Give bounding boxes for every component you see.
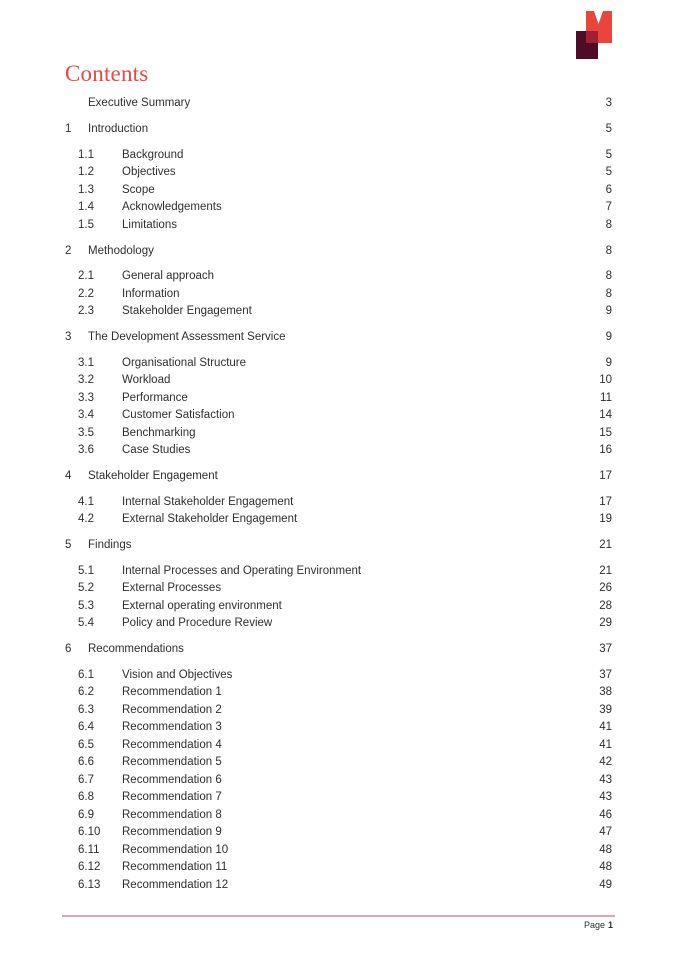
toc-entry-number: 6.1 xyxy=(78,668,94,681)
toc-entry-page: 49 xyxy=(599,878,612,891)
toc-entry-number: 1.5 xyxy=(78,218,94,231)
toc-entry-page: 5 xyxy=(605,148,612,161)
toc-entry-number: 4 xyxy=(65,470,72,483)
toc-entry-title: Limitations xyxy=(122,218,177,231)
toc-entry-page: 11 xyxy=(600,391,612,404)
footer-rule xyxy=(62,915,615,917)
toc-entry-number: 6.2 xyxy=(78,686,94,699)
toc-entry-number: 6 xyxy=(65,643,72,656)
toc-entry[interactable] xyxy=(65,354,612,372)
toc-entry[interactable] xyxy=(65,442,612,460)
toc-entry[interactable] xyxy=(65,701,612,719)
toc-entry-title: Stakeholder Engagement xyxy=(88,470,218,483)
toc-entry[interactable] xyxy=(65,684,612,702)
toc-entry-number: 3.5 xyxy=(78,426,94,439)
toc-entry-title: Workload xyxy=(122,374,171,387)
page-footer-number: 1 xyxy=(607,920,613,930)
toc-entry-number: 6.3 xyxy=(78,703,94,716)
logo-overlap-square xyxy=(586,31,598,43)
brand-logo xyxy=(576,11,612,59)
toc-entry[interactable] xyxy=(65,199,612,217)
toc-entry-title: Background xyxy=(122,148,184,161)
toc-entry[interactable] xyxy=(65,511,612,529)
toc-entry-number: 2.1 xyxy=(78,270,94,283)
toc-entry-number: 5.3 xyxy=(78,599,94,612)
toc-entry-number: 1.2 xyxy=(78,166,94,179)
toc-entry-title: The Development Assessment Service xyxy=(88,331,286,344)
toc-entry-page: 48 xyxy=(599,843,612,856)
toc-entry[interactable] xyxy=(65,164,612,182)
toc-entry[interactable] xyxy=(65,146,612,164)
toc-entry-number: 6.11 xyxy=(78,843,100,856)
toc-entry-title: Executive Summary xyxy=(88,97,191,110)
toc-entry-title: Recommendation 5 xyxy=(122,756,222,769)
toc-entry[interactable] xyxy=(65,771,612,789)
toc-entry-page: 17 xyxy=(599,495,612,508)
toc-entry[interactable] xyxy=(65,424,612,442)
toc-entry-title: Benchmarking xyxy=(122,426,196,439)
toc-entry-title: External Stakeholder Engagement xyxy=(122,513,298,526)
toc-entry-number: 2.2 xyxy=(78,287,94,300)
toc-entry-page: 28 xyxy=(599,599,612,612)
toc-entry-number: 4.2 xyxy=(78,513,94,526)
toc-entry-number: 6.5 xyxy=(78,738,94,751)
toc-entry-page: 37 xyxy=(599,668,612,681)
toc-entry-page: 17 xyxy=(599,470,612,483)
toc-entry[interactable] xyxy=(65,562,612,580)
toc-entry-number: 6.13 xyxy=(78,878,101,891)
toc-entry-number: 2 xyxy=(65,244,72,257)
toc-entry-title: Acknowledgements xyxy=(122,201,222,214)
toc-list xyxy=(65,95,612,894)
toc-entry[interactable] xyxy=(65,407,612,425)
toc-entry-title: Recommendation 8 xyxy=(122,808,222,821)
toc-entry-number: 3.3 xyxy=(78,391,94,404)
toc-entry-number: 5.2 xyxy=(78,582,94,595)
toc-entry-title: Information xyxy=(122,287,180,300)
toc-entry-number: 1.3 xyxy=(78,183,94,196)
toc-entry[interactable] xyxy=(65,859,612,877)
toc-entry-page: 9 xyxy=(605,356,612,369)
toc-entry-page: 19 xyxy=(599,513,612,526)
toc-entry-title: General approach xyxy=(122,270,215,283)
toc-entry-page: 14 xyxy=(599,409,612,422)
toc-entry-page: 39 xyxy=(599,703,612,716)
toc-entry-page: 46 xyxy=(599,808,612,821)
toc-entry-title: Customer Satisfaction xyxy=(122,409,235,422)
toc-entry-number: 3.4 xyxy=(78,409,94,422)
toc-entry[interactable] xyxy=(65,641,612,659)
toc-entry[interactable] xyxy=(65,121,612,139)
toc-entry-number: 3.6 xyxy=(78,444,94,457)
toc-entry-title: Stakeholder Engagement xyxy=(122,305,252,318)
toc-entry[interactable] xyxy=(65,597,612,615)
toc-entry-page: 26 xyxy=(599,582,612,595)
toc-entry[interactable] xyxy=(65,824,612,842)
toc-entry-number: 6.9 xyxy=(78,808,94,821)
toc-entry[interactable] xyxy=(65,806,612,824)
toc-entry[interactable] xyxy=(65,754,612,772)
toc-entry-title: Policy and Procedure Review xyxy=(122,617,273,630)
toc-entry-title: Recommendation 2 xyxy=(122,703,222,716)
toc-entry[interactable] xyxy=(65,268,612,286)
toc-entry-number: 6.12 xyxy=(78,861,101,874)
toc-entry-number: 6.6 xyxy=(78,756,94,769)
toc-entry[interactable] xyxy=(65,580,612,598)
toc-entry-page: 21 xyxy=(599,539,612,552)
toc-entry-number: 6.7 xyxy=(78,773,94,786)
toc-entry-page: 6 xyxy=(605,183,612,196)
toc-entry-page: 41 xyxy=(599,721,612,734)
toc-entry[interactable] xyxy=(65,303,612,321)
toc-entry-title: Recommendation 4 xyxy=(122,738,222,751)
toc-entry-number: 3.1 xyxy=(78,356,94,369)
toc-entry-page: 15 xyxy=(599,426,612,439)
toc-entry-number: 5 xyxy=(65,539,72,552)
toc-entry-title: Recommendation 12 xyxy=(122,878,229,891)
toc-entry[interactable] xyxy=(65,95,612,113)
toc-entry-number: 1.1 xyxy=(78,148,94,161)
toc-entry-title: External Processes xyxy=(122,582,222,595)
toc-entry[interactable] xyxy=(65,537,612,555)
toc-entry[interactable] xyxy=(65,719,612,737)
toc-entry[interactable] xyxy=(65,736,612,754)
toc-entry-title: Recommendation 7 xyxy=(122,791,222,804)
toc-entry-page: 8 xyxy=(605,218,612,231)
toc-entry-title: Methodology xyxy=(88,244,154,257)
toc-entry-number: 6.10 xyxy=(78,826,101,839)
toc-entry-number: 1.4 xyxy=(78,201,94,214)
toc-entry-title: External operating environment xyxy=(122,599,282,612)
toc-entry-page: 41 xyxy=(599,738,612,751)
toc-entry-number: 3 xyxy=(65,331,72,344)
toc-entry-title: Case Studies xyxy=(122,444,191,457)
toc-entry-page: 8 xyxy=(605,244,612,257)
toc-entry-title: Recommendation 1 xyxy=(122,686,222,699)
toc-entry-title: Recommendation 3 xyxy=(122,721,222,734)
toc-entry-page: 5 xyxy=(605,166,612,179)
toc-entry-title: Recommendation 10 xyxy=(122,843,229,856)
toc-entry-number: 5.4 xyxy=(78,617,94,630)
toc-entry-number: 4.1 xyxy=(78,495,94,508)
contents-heading: Contents xyxy=(65,61,149,86)
toc-entry-page: 48 xyxy=(599,861,612,874)
toc-entry-title: Recommendation 11 xyxy=(122,861,228,874)
toc-entry-title: Internal Stakeholder Engagement xyxy=(122,495,294,508)
toc-entry[interactable] xyxy=(65,841,612,859)
toc-entry-number: 5.1 xyxy=(78,564,94,577)
toc-entry-number: 1 xyxy=(65,123,72,136)
toc-entry-page: 8 xyxy=(605,270,612,283)
toc-entry-page: 38 xyxy=(599,686,612,699)
toc-entry-title: Performance xyxy=(122,391,188,404)
toc-entry-number: 2.3 xyxy=(78,305,94,318)
toc-entry[interactable] xyxy=(65,389,612,407)
toc-entry-number: 6.8 xyxy=(78,791,94,804)
toc-entry-page: 16 xyxy=(599,444,612,457)
toc-entry-title: Objectives xyxy=(122,166,176,179)
toc-entry[interactable] xyxy=(65,789,612,807)
toc-entry-page: 7 xyxy=(605,201,612,214)
toc-entry-title: Recommendations xyxy=(88,643,184,656)
toc-entry-title: Organisational Structure xyxy=(122,356,247,369)
toc-entry[interactable] xyxy=(65,181,612,199)
toc-entry-title: Introduction xyxy=(88,123,149,136)
toc-entry[interactable] xyxy=(65,615,612,633)
toc-entry-page: 37 xyxy=(599,643,612,656)
page-footer xyxy=(584,920,613,930)
toc-entry-title: Internal Processes and Operating Environment xyxy=(122,564,362,577)
page-footer-label: Page xyxy=(583,920,605,930)
toc-entry[interactable] xyxy=(65,242,612,260)
toc-entry[interactable] xyxy=(65,666,612,684)
toc-entry-title: Findings xyxy=(88,539,132,552)
toc-entry-page: 10 xyxy=(599,374,612,387)
toc-entry-page: 5 xyxy=(605,123,612,136)
toc-entry-page: 9 xyxy=(605,331,612,344)
toc-entry-page: 43 xyxy=(599,773,612,786)
toc-entry-page: 21 xyxy=(599,564,612,577)
toc-entry-page: 43 xyxy=(599,791,612,804)
toc-entry[interactable] xyxy=(65,493,612,511)
toc-entry-page: 8 xyxy=(605,287,612,300)
toc-entry-page: 29 xyxy=(599,617,612,630)
toc-entry-number: 6.4 xyxy=(78,721,94,734)
toc-entry-title: Scope xyxy=(122,183,155,196)
toc-entry-number: 3.2 xyxy=(78,374,94,387)
toc-entry[interactable] xyxy=(65,285,612,303)
toc-entry-title: Recommendation 9 xyxy=(122,826,222,839)
toc-entry[interactable] xyxy=(65,372,612,390)
toc-entry[interactable] xyxy=(65,468,612,486)
toc-entry[interactable] xyxy=(65,876,612,894)
toc-entry[interactable] xyxy=(65,216,612,234)
toc-entry-title: Recommendation 6 xyxy=(122,773,222,786)
toc-entry-page: 9 xyxy=(605,305,612,318)
toc-entry-page: 42 xyxy=(599,756,612,769)
toc-entry-title: Vision and Objectives xyxy=(122,668,233,681)
toc-entry[interactable] xyxy=(65,329,612,347)
toc-entry-page: 3 xyxy=(605,97,612,110)
toc-entry-page: 47 xyxy=(599,826,612,839)
